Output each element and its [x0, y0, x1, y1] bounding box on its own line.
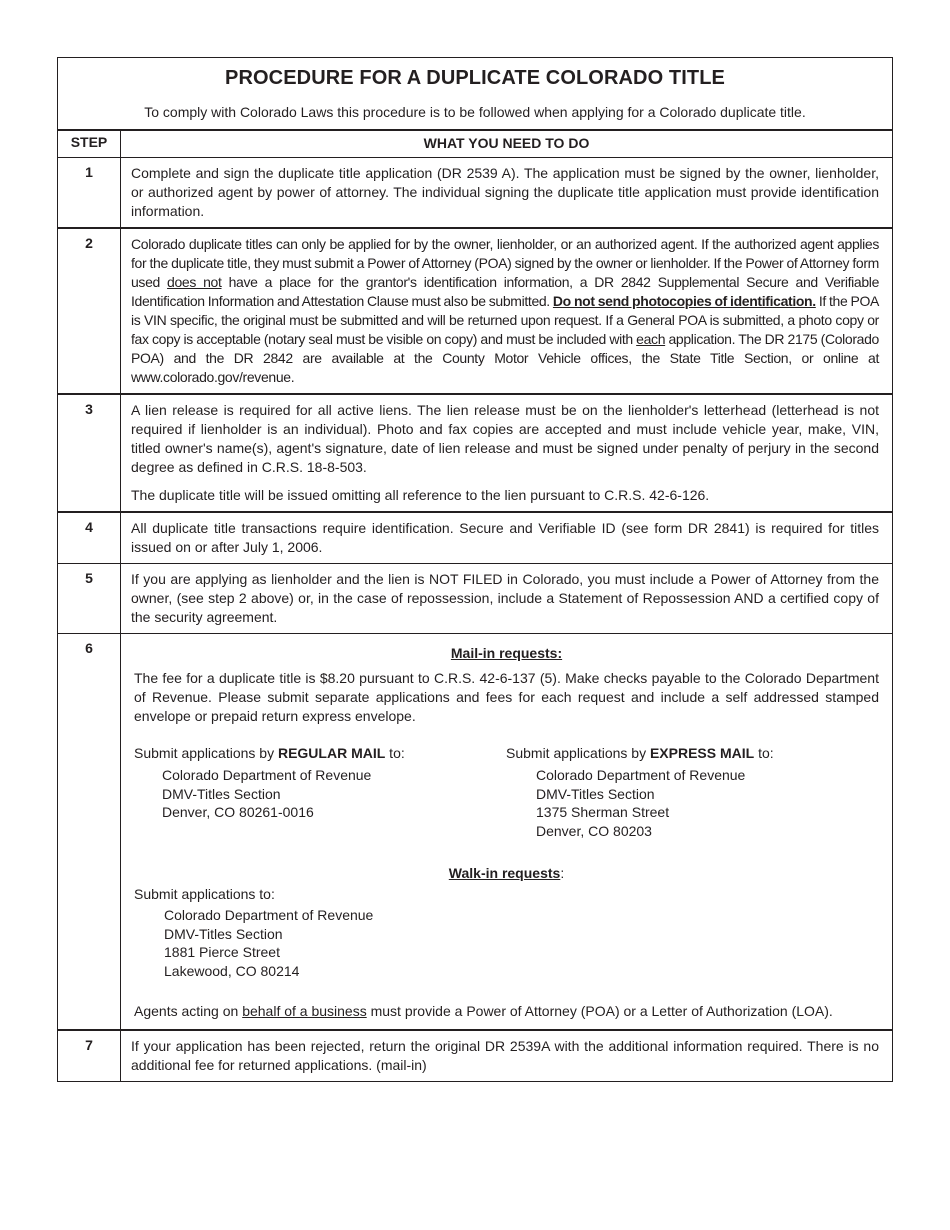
regular-mail-heading — [134, 744, 506, 763]
agents-note-a: Agents acting on — [134, 1003, 243, 1019]
step-1-text: Complete and sign the duplicate title application (DR 2539 A). The application must be signed by the owner, lienholder, or authorized agent by power of attorney. The individual signing the duplicate title application must provide identification information. — [131, 165, 879, 219]
step-row-6 — [58, 634, 892, 1031]
express-suffix: to: — [754, 745, 774, 761]
mail-address-columns — [134, 744, 879, 840]
step-row-2 — [58, 229, 892, 395]
step-7-text: If your application has been rejected, return the original DR 2539A with the additional information required. There is no additional fee for returned applications. (mail-in) — [131, 1038, 879, 1073]
document-subtitle: To comply with Colorado Laws this procedure is to be followed when applying for a Colorado duplicate title. — [144, 104, 806, 120]
regular-mail-address — [134, 766, 506, 822]
step-text — [121, 513, 892, 563]
regular-suffix: to: — [385, 745, 405, 761]
fee-text: The fee for a duplicate title is $8.20 pursuant to C.R.S. 42-6-137 (5). Make checks payable to the Colorado Department of Revenue. Please submit separate applications and fees for each request and include a self addressed stamped envelope or prepaid return express envelope. — [134, 670, 879, 724]
step-row-5 — [58, 564, 892, 634]
step-row-3 — [58, 395, 892, 513]
walk-in-title — [134, 864, 879, 883]
step-number: 5 — [58, 564, 121, 633]
step-text — [121, 395, 892, 511]
regular-mail-block — [134, 744, 506, 840]
step-text — [121, 1031, 892, 1081]
express-mail-method: EXPRESS MAIL — [649, 745, 755, 761]
express-mail-block — [506, 744, 879, 840]
document-title: PROCEDURE FOR A DUPLICATE COLORADO TITLE — [225, 67, 725, 89]
step-number: 4 — [58, 513, 121, 563]
address-line: Lakewood, CO 80214 — [164, 962, 300, 979]
form-header — [58, 58, 892, 131]
address-line: Colorado Department of Revenue — [162, 767, 372, 783]
column-header-step: STEP — [58, 131, 121, 157]
address-line: 1881 Pierce Street — [164, 944, 280, 960]
step-2-text — [131, 235, 879, 387]
step-4-text: All duplicate title transactions require identification. Secure and Verifiable ID (see form DR 2841) is required for titles issued on or after July 1, 2006. — [131, 520, 879, 555]
step-row-4 — [58, 513, 892, 564]
express-prefix: Submit applications by — [506, 745, 650, 761]
step-number: 1 — [58, 158, 121, 227]
step-text — [121, 229, 892, 393]
walk-in-address — [134, 906, 879, 980]
walk-in-colon: : — [560, 865, 565, 881]
column-header-what: WHAT YOU NEED TO DO — [423, 135, 590, 151]
step-number: 7 — [58, 1031, 121, 1081]
step-5-text: If you are applying as lienholder and the lien is NOT FILED in Colorado, you must include a Power of Attorney from the owner, (see step 2 above) or, in the case of repossession, include a Statement of Repossession AND a certified copy of the security agreement. — [131, 571, 879, 625]
step-number: 6 — [58, 634, 121, 1029]
does-not-underlined: does not — [167, 274, 222, 290]
regular-prefix: Submit applications by — [134, 745, 278, 761]
step-number: 2 — [58, 229, 121, 393]
mail-in-title: Mail-in requests: — [450, 645, 563, 661]
step-text — [121, 158, 892, 227]
agents-note-b: must provide a Power of Attorney (POA) or a Letter of Authorization (LOA). — [366, 1003, 833, 1019]
step-3-text-2: The duplicate title will be issued omitting all reference to the lien pursuant to C.R.S. 42-6-126. — [131, 487, 710, 503]
step-2-text-c: If the POA is VIN specific, the original must be submitted and will be returned upon request. If a General POA is submitted, a photo copy or fax copy is acceptable (notary seal must be visible on copy) and must be included with — [131, 293, 879, 347]
walk-in-intro: Submit applications to: — [134, 886, 275, 902]
step-row-7 — [58, 1031, 892, 1081]
express-mail-address — [506, 766, 879, 840]
express-mail-heading — [506, 744, 879, 763]
address-line: Denver, CO 80261-0016 — [162, 804, 314, 820]
step-number: 3 — [58, 395, 121, 511]
step-3-text-1: A lien release is required for all active liens. The lien release must be on the lienholder's letterhead (letterhead is not required if lienholder is an individual). Photo and fax copies are accepted and must include vehicle year, make, VIN, titled owner's name(s), agent's signature, date of lien release and must be signed under penalty of perjury in the second degree as defined in C.R.S. 18-8-503. — [131, 402, 879, 475]
step-2-text-d: application. The DR 2175 (Colorado POA) and the DR 2842 are available at the County Motor Vehicle offices, the State Title Section, or online at www.colorado.gov/revenue. — [131, 331, 879, 385]
step-text — [121, 634, 892, 1029]
table-header-row — [58, 131, 892, 158]
behalf-of-business-underlined: behalf of a business — [242, 1003, 367, 1019]
step-2-text-a: Colorado duplicate titles can only be applied for by the owner, lienholder, or an authorized agent. If the authorized agent applies for the duplicate title, they must submit a Power of Attorney (POA) signed by the owner or lienholder. If the Power of Attorney form used — [131, 236, 879, 290]
step-row-1 — [58, 158, 892, 229]
procedure-form — [57, 57, 893, 1082]
address-line: DMV-Titles Section — [162, 785, 281, 802]
address-line: 1375 Sherman Street — [536, 804, 670, 820]
regular-mail-method: REGULAR MAIL — [277, 745, 386, 761]
address-line: Colorado Department of Revenue — [536, 767, 746, 783]
address-line: Colorado Department of Revenue — [164, 907, 374, 923]
step-text — [121, 564, 892, 633]
walk-in-title-text: Walk-in requests — [448, 865, 561, 881]
agents-note — [134, 1002, 879, 1021]
no-photocopies-warning: Do not send photocopies of identification. — [552, 293, 816, 309]
each-underlined: each — [636, 331, 666, 347]
address-line: Denver, CO 80203 — [536, 822, 652, 839]
step-2-text-b: have a place for the grantor's identification information, a DR 2842 Supplemental Secure and Verifiable Identification Information and Attestation Clause must also be submitted. — [131, 274, 880, 309]
address-line: DMV-Titles Section — [164, 925, 283, 942]
address-line: DMV-Titles Section — [536, 785, 655, 802]
